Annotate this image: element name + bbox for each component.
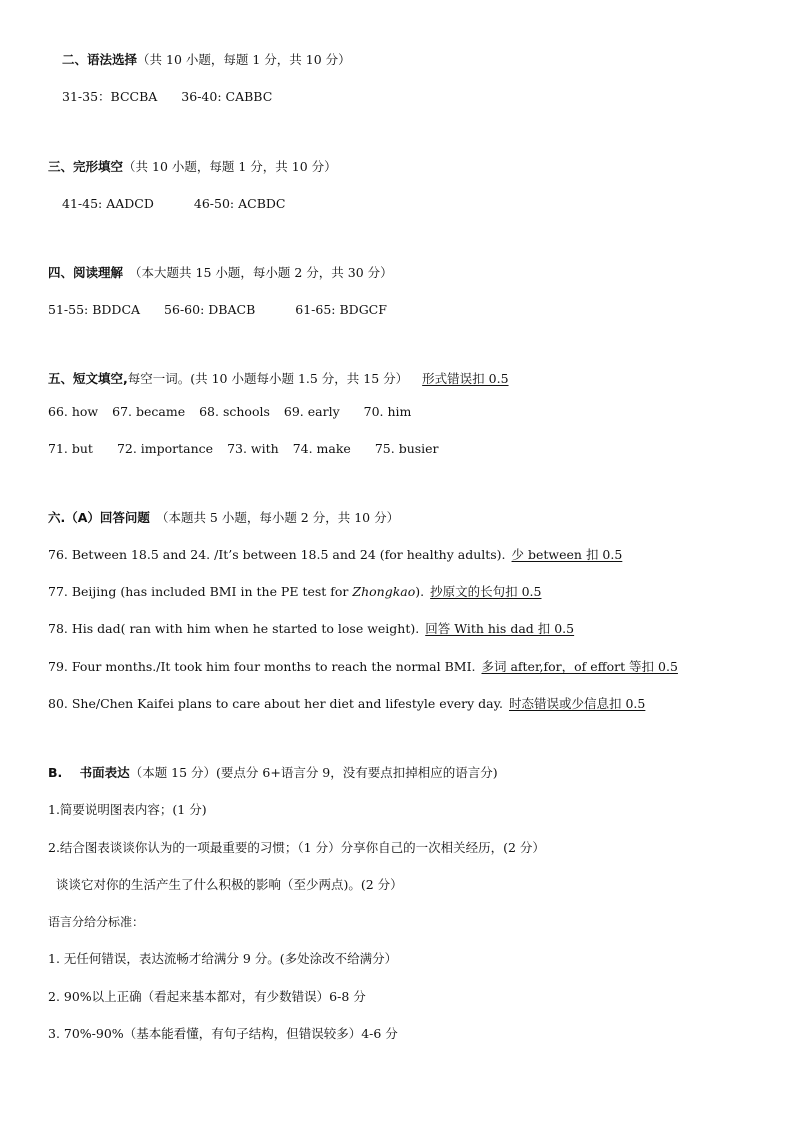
answer-text: ). <box>415 584 425 599</box>
section6b-detail: （本题 15 分）(要点分 6+语言分 9，没有要点扣掉相应的语言分) <box>129 765 498 780</box>
answer-80 <box>48 696 645 712</box>
section6a-title: 六.（A）回答问题 <box>48 510 150 525</box>
section5-detail: 每空一词。(共 10 小题每小题 1.5 分，共 15 分） <box>127 371 409 386</box>
criteria-item-2: 2. 90%以上正确（看起来基本都对，有少数错误）6-8 分 <box>48 989 366 1004</box>
writing-point-2: 2.结合图表谈谈你认为的一项最重要的习惯；（1 分）分享你自己的一次相关经历，(2 分） <box>48 840 545 855</box>
writing-point-3: 谈谈它对你的生活产生了什么积极的影响（至少两点)。(2 分） <box>48 877 403 892</box>
criteria-item-1: 1. 无任何错误，表达流畅才给满分 9 分。(多处涂改不给满分） <box>48 951 398 966</box>
answer-79 <box>48 659 678 675</box>
criteria-title: 语言分给分标准： <box>48 915 145 929</box>
deduction-note: 时态错误或少信息扣 0.5 <box>509 696 646 711</box>
section5-row1 <box>48 404 411 420</box>
deduction-note: 少 between 扣 0.5 <box>511 547 623 562</box>
answer-text: 76. Between 18.5 and 24. /It’s between 18.5 and 24 (for healthy adults). <box>48 547 506 562</box>
answer-76 <box>48 547 622 563</box>
section5-row2 <box>48 441 439 457</box>
section4-heading <box>48 265 393 281</box>
blank-answer: 68. schools <box>199 404 270 419</box>
deduction-note: 回答 With his dad 扣 0.5 <box>425 621 575 636</box>
section4-title: 四、阅读理解 <box>48 265 124 280</box>
answer-78 <box>48 621 574 637</box>
answer-77 <box>48 584 541 600</box>
section3-detail: （共 10 小题，每题 1 分，共 10 分） <box>123 159 337 174</box>
answer-text: 78. His dad( ran with him when he started to lose weight). <box>48 621 420 636</box>
answer-group: 56-60: DBACB <box>164 302 256 317</box>
blank-answer: 75. busier <box>374 441 439 456</box>
answer-italic: Zhongkao <box>352 584 416 599</box>
blank-answer: 69. early <box>283 404 340 419</box>
section6a-detail: （本题共 5 小题，每小题 2 分，共 10 分） <box>155 510 400 525</box>
section2-detail: （共 10 小题，每题 1 分，共 10 分） <box>137 52 351 67</box>
writing-point-1: 1.简要说明图表内容；(1 分) <box>48 802 207 817</box>
section2-title: 二、语法选择 <box>62 52 138 67</box>
blank-answer: 72. importance <box>116 441 214 456</box>
answer-group: 36-40: CABBC <box>181 89 273 104</box>
blank-answer: 74. make <box>292 441 351 456</box>
blank-answer: 73. with <box>227 441 279 456</box>
blank-answer: 67. became <box>112 404 186 419</box>
answer-text: 80. She/Chen Kaifei plans to care about her diet and lifestyle every day. <box>48 696 503 711</box>
section5-title: 五、短文填空, <box>48 371 128 386</box>
blank-answer: 66. how <box>48 404 99 419</box>
section6b-title: B. 书面表达 <box>48 765 130 780</box>
answer-group: 46-50: ACBDC <box>193 196 286 211</box>
section3-answers <box>62 196 285 212</box>
section6a-heading <box>48 510 399 526</box>
section5-heading <box>48 371 509 387</box>
section3-heading <box>48 159 337 175</box>
deduction-note: 多词 after,for，of effort 等扣 0.5 <box>481 659 678 674</box>
criteria-item-3: 3. 70%-90%（基本能看懂，有句子结构，但错误较多）4-6 分 <box>48 1026 398 1041</box>
answer-group: 31-35：BCCBA <box>62 89 158 104</box>
section6b-heading <box>48 765 498 781</box>
section4-answers <box>48 302 387 318</box>
blank-answer: 71. but <box>48 441 93 456</box>
section3-title: 三、完形填空 <box>48 159 124 174</box>
answer-group: 61-65: BDGCF <box>295 302 387 317</box>
answer-group: 41-45: AADCD <box>62 196 154 211</box>
section2-answers <box>62 89 272 105</box>
section2-heading <box>62 52 351 68</box>
deduction-note: 抄原文的长句扣 0.5 <box>430 584 542 599</box>
answer-text: 77. Beijing (has included BMI in the PE test for <box>48 584 353 599</box>
section4-detail: （本大题共 15 小题，每小题 2 分，共 30 分） <box>129 265 393 280</box>
answer-text: 79. Four months./It took him four months to reach the normal BMI. <box>48 659 476 674</box>
answer-group: 51-55: BDDCA <box>48 302 141 317</box>
blank-answer: 70. him <box>363 404 412 419</box>
section5-note: 形式错误扣 0.5 <box>422 371 509 386</box>
